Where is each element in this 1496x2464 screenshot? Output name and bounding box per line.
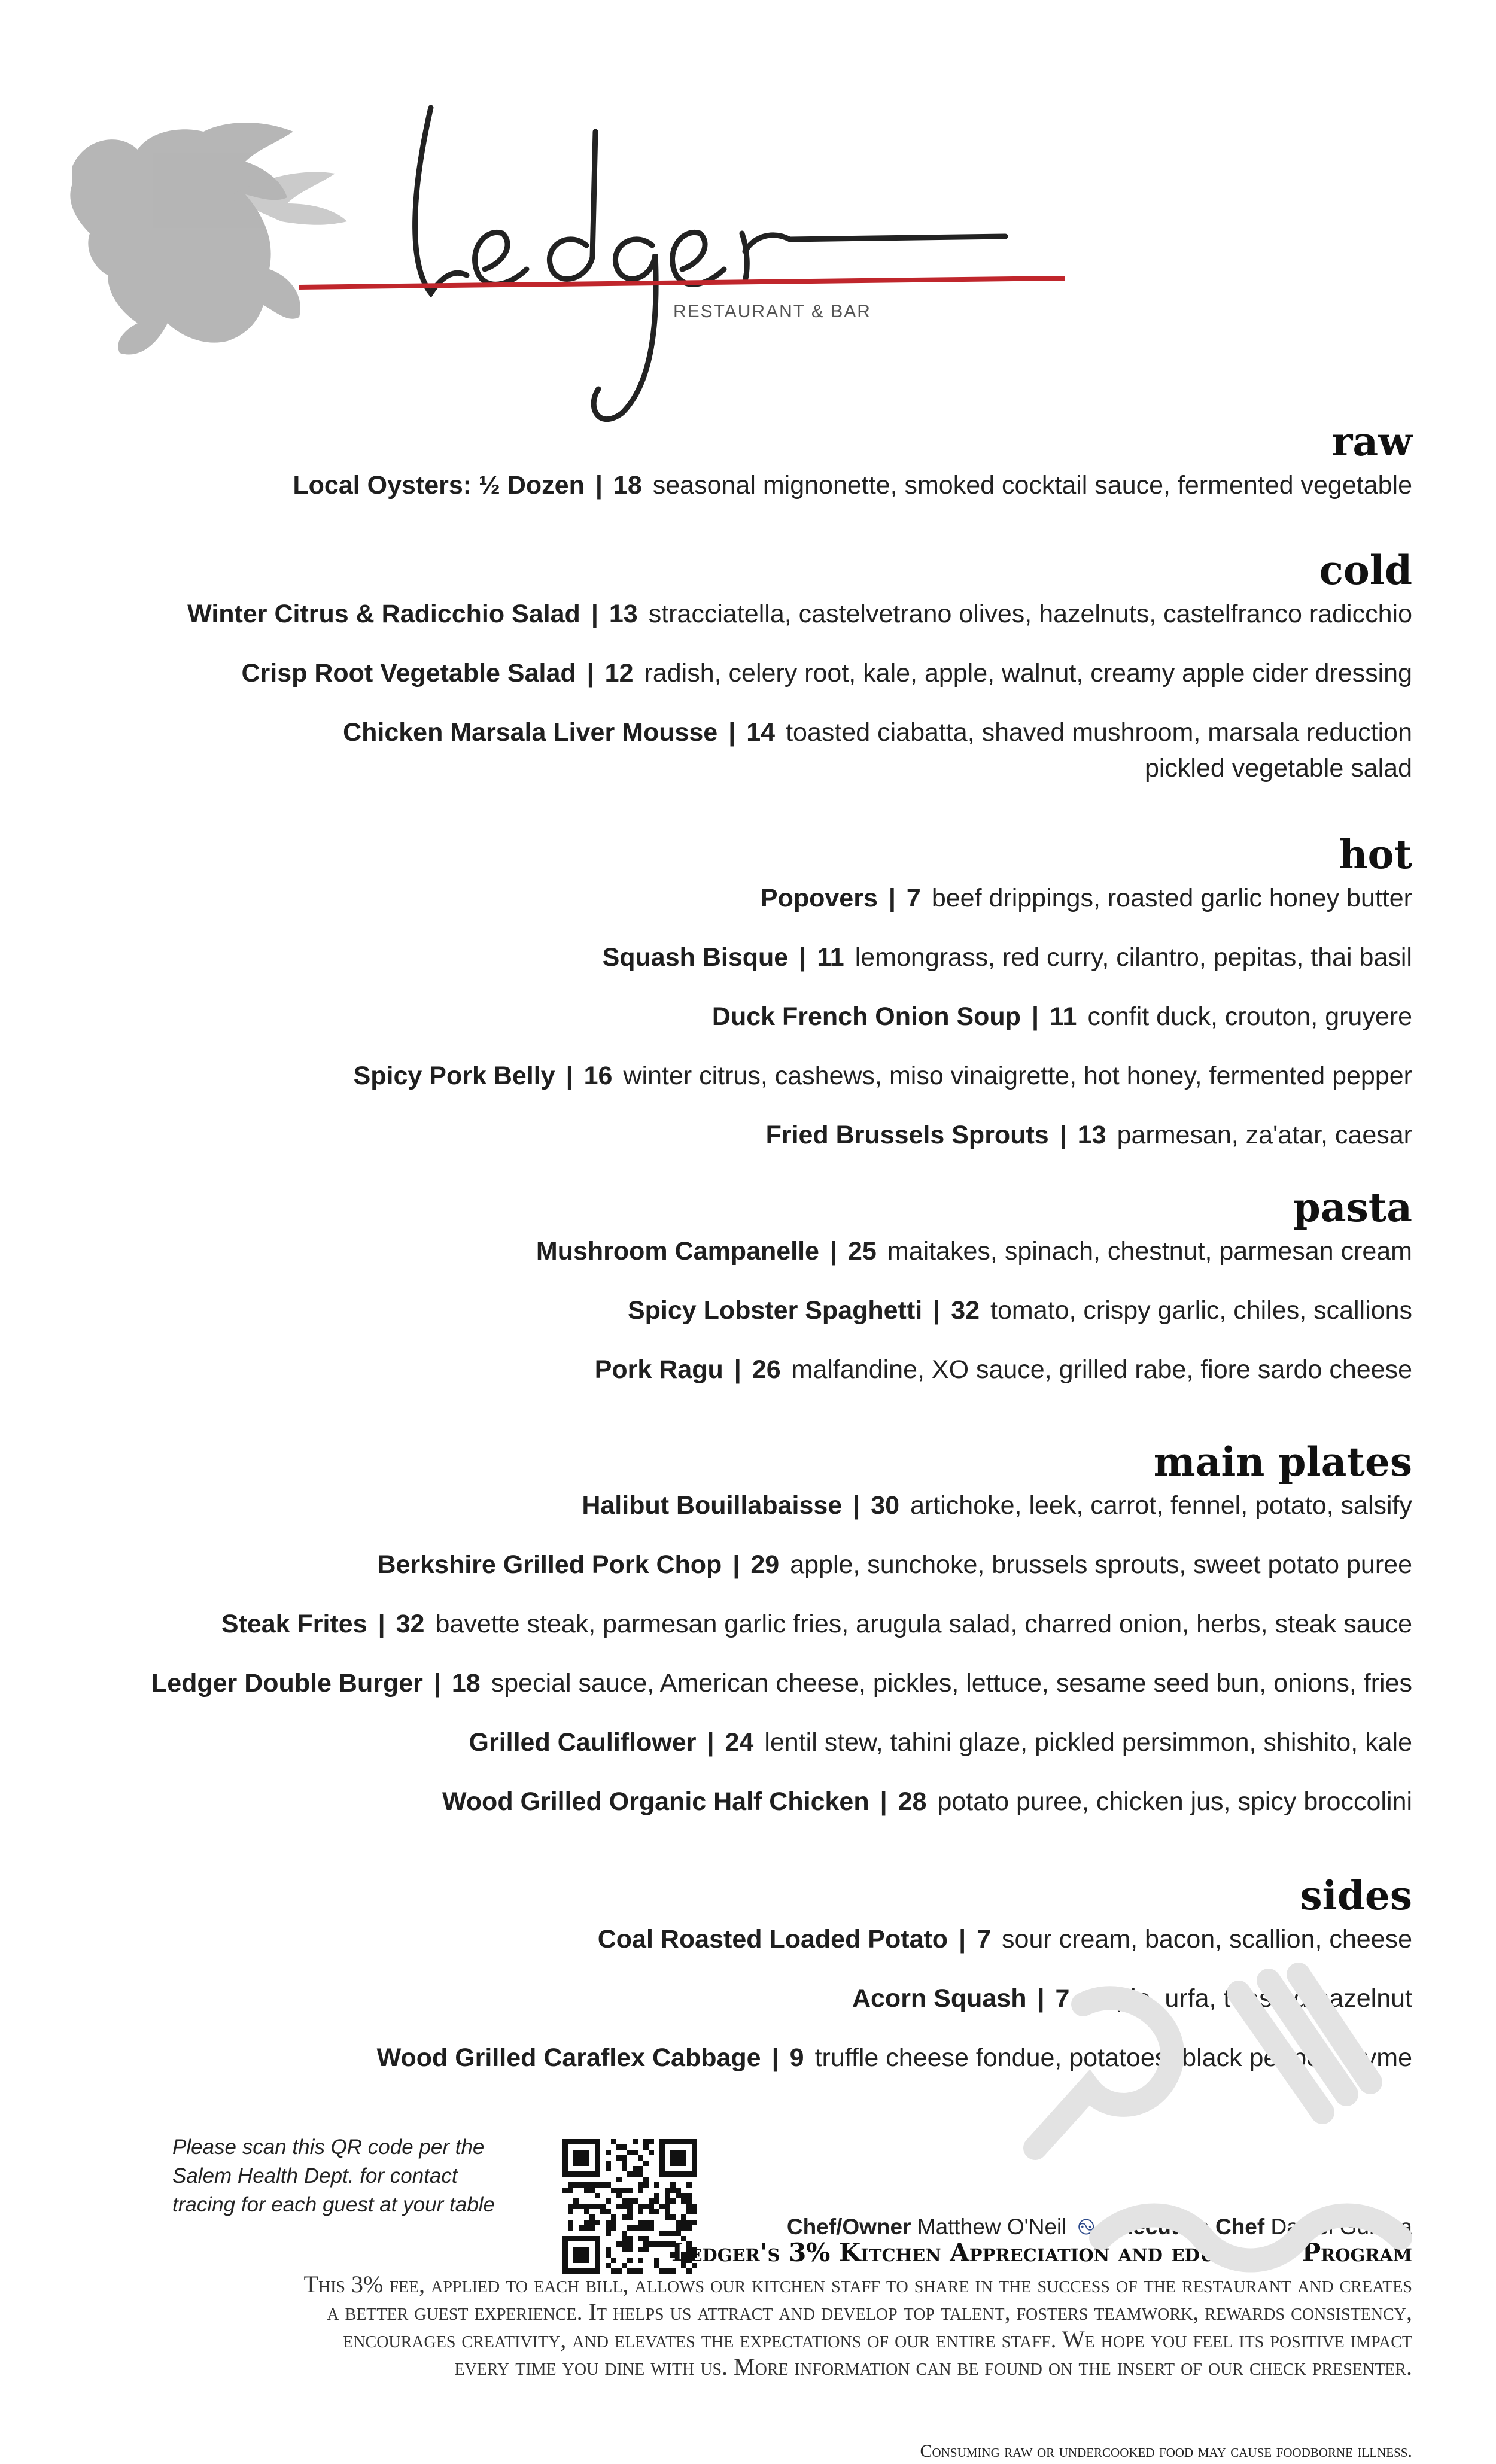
item-separator: | — [829, 1237, 838, 1266]
item-name: Coal Roasted Loaded Potato — [597, 1925, 948, 1954]
item-description: parmesan, za'atar, caesar — [1117, 1121, 1412, 1149]
item-description: stracciatella, castelvetrano olives, hazelnuts, castelfranco radicchio — [648, 600, 1412, 628]
section-title: cold — [1319, 547, 1412, 594]
item-price: 7 — [906, 884, 921, 912]
exec-name: Daniel Gursha — [1270, 2214, 1412, 2239]
item-separator: | — [880, 1787, 887, 1816]
item-price: 7 — [977, 1925, 992, 1954]
item-description: beef drippings, roasted garlic honey butter — [931, 884, 1412, 912]
menu-item — [108, 1292, 1412, 1328]
menu-item — [108, 714, 1412, 786]
item-separator: | — [799, 943, 807, 972]
item-price: 24 — [725, 1728, 754, 1757]
item-description: potato puree, chicken jus, spicy broccolini — [937, 1787, 1412, 1816]
menu-item — [108, 1487, 1412, 1523]
item-separator: | — [1059, 1121, 1067, 1149]
item-price: 29 — [750, 1550, 780, 1579]
item-description: artichoke, leek, carrot, fennel, potato, salsify — [910, 1491, 1412, 1520]
owner-name: Matthew O'Neil — [917, 2214, 1067, 2239]
item-description: toasted ciabatta, shaved mushroom, marsala reduction — [786, 718, 1412, 747]
item-separator: | — [888, 884, 896, 912]
item-separator: | — [565, 1061, 573, 1090]
menu-item — [108, 939, 1412, 975]
menu-item — [108, 1606, 1412, 1642]
item-price: 25 — [848, 1237, 877, 1266]
item-description: malfandine, XO sauce, grilled rabe, fiore sardo cheese — [791, 1355, 1412, 1384]
menu-item — [108, 1352, 1412, 1388]
item-separator: | — [586, 659, 594, 688]
section-title: raw — [1331, 418, 1412, 465]
item-separator: | — [591, 600, 598, 628]
restaurant-logo — [48, 96, 1065, 431]
exec-title: Executive Chef — [1105, 2214, 1265, 2239]
ledger-wordmark — [415, 108, 1005, 419]
menu-section-cold — [108, 547, 1412, 810]
item-description: maitakes, spinach, chestnut, parmesan cream — [887, 1237, 1412, 1266]
section-title: main plates — [1153, 1438, 1412, 1485]
item-name: Popovers — [760, 884, 878, 912]
logo-tagline: RESTAURANT & BAR — [673, 302, 871, 321]
item-description: truffle cheese fondue, potatoes, black pepper, thyme — [814, 2043, 1412, 2072]
item-description: seasonal mignonette, smoked cocktail sauce, fermented vegetable — [652, 471, 1412, 500]
menu-item — [108, 1784, 1412, 1820]
item-name: Crisp Root Vegetable Salad — [241, 659, 576, 688]
item-description: special sauce, American cheese, pickles, lettuce, sesame seed bun, onions, fries — [491, 1669, 1412, 1698]
item-price: 32 — [396, 1610, 425, 1638]
item-price: 11 — [1049, 1002, 1077, 1031]
item-name: Acorn Squash — [852, 1984, 1027, 2013]
item-description: lentil stew, tahini glaze, pickled persimmon, shishito, kale — [764, 1728, 1412, 1757]
item-price: 13 — [1077, 1121, 1106, 1149]
item-separator: | — [959, 1925, 966, 1954]
item-separator: | — [732, 1550, 740, 1579]
item-name: Chicken Marsala Liver Mousse — [343, 718, 718, 747]
item-name: Local Oysters: ½ Dozen — [293, 471, 585, 500]
menu-item — [108, 1117, 1412, 1153]
qr-note-line: Please scan this QR code per the — [172, 2136, 485, 2159]
item-separator: | — [378, 1610, 385, 1638]
swirl-icon: ࿊ — [1077, 2214, 1095, 2239]
item-price: 16 — [583, 1061, 613, 1090]
menu-item — [108, 1233, 1412, 1269]
menu-section-hot — [108, 831, 1412, 1176]
item-name: Duck French Onion Soup — [711, 1002, 1021, 1031]
item-name: Squash Bisque — [602, 943, 789, 972]
item-name: Halibut Bouillabaisse — [582, 1491, 843, 1520]
item-name: Steak Frites — [221, 1610, 367, 1638]
program-line: This 3% fee, applied to each bill, allows our kitchen staff to share in the success of the restaurant and creates — [303, 2271, 1412, 2298]
menu-item — [108, 999, 1412, 1035]
menu-item — [108, 1665, 1412, 1701]
item-price: 11 — [817, 943, 844, 972]
item-name: Wood Grilled Organic Half Chicken — [442, 1787, 869, 1816]
menu-item — [108, 467, 1412, 503]
section-title: sides — [1300, 1872, 1412, 1919]
item-price: 30 — [871, 1491, 900, 1520]
item-description: sour cream, bacon, scallion, cheese — [1002, 1925, 1412, 1954]
item-name: Mushroom Campanelle — [536, 1237, 819, 1266]
program-title: Ledger's 3% Kitchen Appreciation and education Program — [671, 2238, 1412, 2267]
fork-icon — [1239, 1975, 1370, 2112]
item-name: Spicy Pork Belly — [353, 1061, 555, 1090]
item-separator: | — [933, 1296, 941, 1325]
menu-item — [108, 1058, 1412, 1094]
item-name: Wood Grilled Caraflex Cabbage — [376, 2043, 761, 2072]
item-description: winter citrus, cashews, miso vinaigrette, hot honey, fermented pepper — [623, 1061, 1412, 1090]
item-price: 13 — [609, 600, 638, 628]
item-description: radish, celery root, kale, apple, walnut, creamy apple cider dressing — [644, 659, 1412, 688]
food-safety-disclaimer: Consuming raw or undercooked food may cause foodborne illness. — [920, 2441, 1412, 2461]
item-separator: | — [734, 1355, 741, 1384]
owner-title: Chef/Owner — [786, 2214, 911, 2239]
menu-item — [108, 655, 1412, 691]
item-description: bavette steak, parmesan garlic fries, arugula salad, charred onion, herbs, steak sauce — [435, 1610, 1412, 1638]
item-separator: | — [728, 718, 736, 747]
program-line: encourages creativity, and elevates the expectations of our entire staff. We hope you feel its positive impact — [343, 2326, 1412, 2353]
spoon-icon — [1035, 1998, 1172, 2148]
item-name: Winter Citrus & Radicchio Salad — [187, 600, 580, 628]
item-name: Pork Ragu — [594, 1355, 723, 1384]
item-name: Spicy Lobster Spaghetti — [627, 1296, 923, 1325]
section-title: hot — [1339, 831, 1412, 878]
item-price: 12 — [604, 659, 634, 688]
qr-note-line: Salem Health Dept. for contact — [172, 2164, 458, 2188]
item-price: 18 — [451, 1669, 481, 1698]
menu-section-raw — [108, 418, 1412, 527]
item-price: 26 — [752, 1355, 781, 1384]
item-separator: | — [771, 2043, 779, 2072]
program-line: every time you dine with us. More information can be found on the insert of our check presenter. — [454, 2353, 1412, 2380]
menu-section-pasta — [108, 1184, 1412, 1411]
menu-item — [108, 1724, 1412, 1760]
qr-note — [172, 2133, 543, 2219]
item-description: lemongrass, red curry, cilantro, pepitas, thai basil — [855, 943, 1412, 972]
menu-item — [108, 1547, 1412, 1583]
item-description: apple, sunchoke, brussels sprouts, sweet potato puree — [790, 1550, 1412, 1579]
program-line: a better guest experience. It helps us attract and develop top talent, fosters teamwork, rewards consistency, — [327, 2298, 1412, 2325]
watermark-logo — [1011, 1957, 1490, 2292]
item-price: 18 — [613, 471, 642, 500]
menu-item — [108, 596, 1412, 632]
item-price: 9 — [789, 2043, 804, 2072]
menu-item — [108, 880, 1412, 916]
item-name: Grilled Cauliflower — [469, 1728, 697, 1757]
item-name: Ledger Double Burger — [151, 1669, 423, 1698]
item-price: 7 — [1055, 1984, 1070, 2013]
item-separator: | — [595, 471, 603, 500]
item-price: 14 — [746, 718, 776, 747]
menu-section-main-plates — [108, 1438, 1412, 1843]
item-separator: | — [433, 1669, 441, 1698]
item-separator: | — [1031, 1002, 1039, 1031]
item-separator: | — [853, 1491, 860, 1520]
item-description: maple, urfa, toasted hazelnut — [1080, 1984, 1412, 2013]
item-description-continued: pickled vegetable salad — [1144, 754, 1412, 783]
item-separator: | — [707, 1728, 714, 1757]
item-separator: | — [1037, 1984, 1045, 2013]
item-name: Fried Brussels Sprouts — [765, 1121, 1049, 1149]
item-price: 32 — [951, 1296, 980, 1325]
menu-item — [108, 1921, 1412, 1957]
item-description: confit duck, crouton, gruyere — [1087, 1002, 1412, 1031]
qr-note-line: tracing for each guest at your table — [172, 2193, 495, 2216]
item-price: 28 — [898, 1787, 927, 1816]
griffin-icon — [70, 123, 347, 355]
item-name: Berkshire Grilled Pork Chop — [377, 1550, 722, 1579]
item-description: tomato, crispy garlic, chiles, scallions — [990, 1296, 1412, 1325]
section-title: pasta — [1293, 1184, 1412, 1231]
